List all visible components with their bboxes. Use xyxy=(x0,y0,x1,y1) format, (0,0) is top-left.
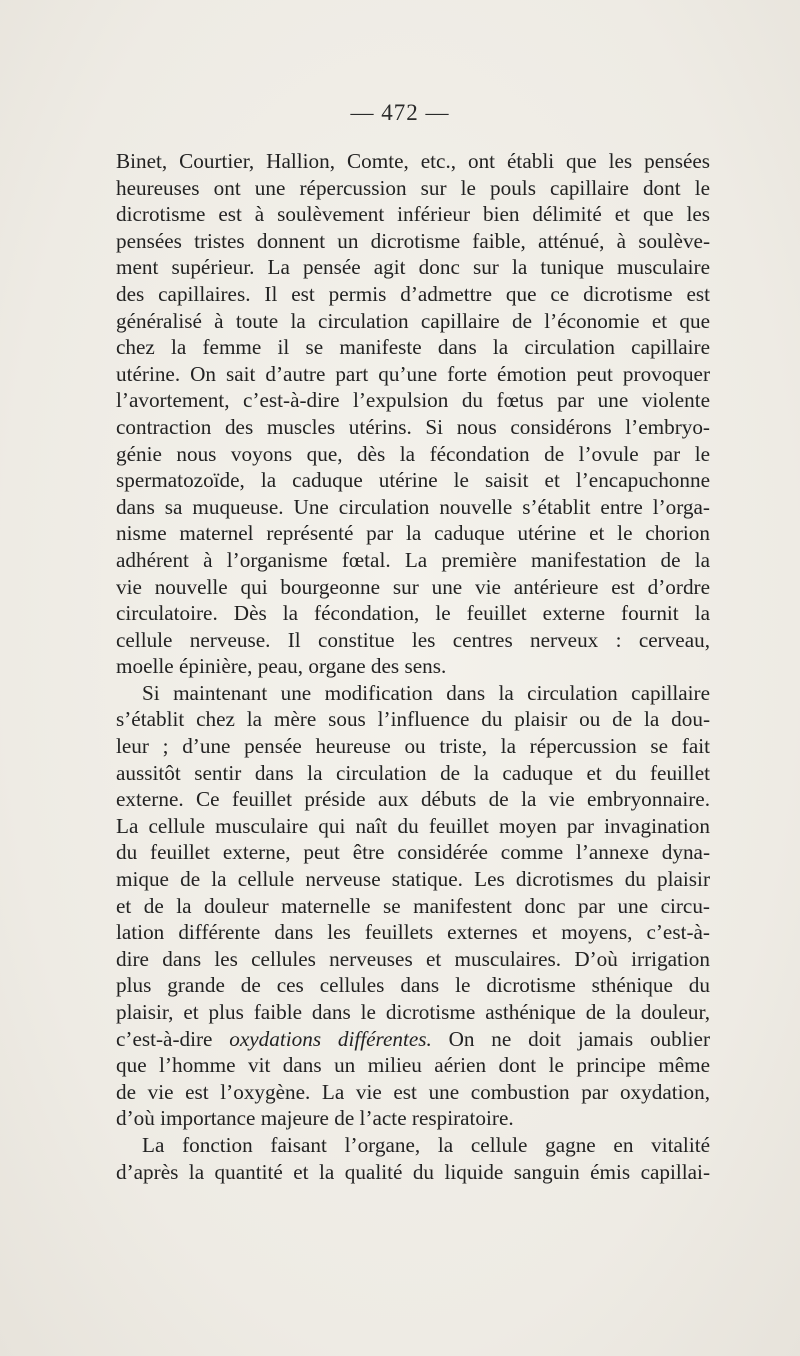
text-line: de vie est l’oxygène. La vie est une combustion par oxydation, xyxy=(116,1079,710,1104)
text-line: chez la femme il se manifeste dans la circulation capillaire xyxy=(116,335,710,360)
text-line: généralisé à toute la circulation capillaire de l’économie et que xyxy=(116,308,710,333)
text-line: d’où importance majeure de l’acte respiratoire. xyxy=(116,1106,514,1131)
text-line-with-italic xyxy=(116,1026,710,1053)
paragraph-3 xyxy=(116,1132,710,1185)
text-line: externe. Ce feuillet préside aux débuts de la vie embryonnaire. xyxy=(116,787,710,812)
text-line: cellule nerveuse. Il constitue les centres nerveux : cerveau, xyxy=(116,627,710,652)
paragraph-1 xyxy=(116,148,710,680)
text-line: plus grande de ces cellules dans le dicrotisme sthénique du xyxy=(116,973,710,998)
text-line: aussitôt sentir dans la circulation de la caduque et du feuillet xyxy=(116,760,710,785)
italic-phrase: oxydations différentes. xyxy=(229,1026,432,1051)
text-line: génie nous voyons que, dès la fécondation de l’ovule par le xyxy=(116,441,710,466)
text-line: s’établit chez la mère sous l’influence du plaisir ou de la dou- xyxy=(116,707,710,732)
text-line: dire dans les cellules nerveuses et musculaires. D’où irrigation xyxy=(116,946,710,971)
body-text xyxy=(116,148,710,1185)
text-line: Binet, Courtier, Hallion, Comte, etc., ont établi que les pensées xyxy=(116,149,710,173)
text-line: d’après la quantité et la qualité du liquide sanguin émis capillai- xyxy=(116,1159,710,1184)
text-line: La cellule musculaire qui naît du feuillet moyen par invagination xyxy=(116,813,710,838)
text-line: ment supérieur. La pensée agit donc sur la tunique musculaire xyxy=(116,255,710,280)
text-line: heureuses ont une répercussion sur le pouls capillaire dont le xyxy=(116,175,710,200)
text-line: circulatoire. Dès la fécondation, le feuillet externe fournit la xyxy=(116,601,710,626)
text-line: utérine. On sait d’autre part qu’une forte émotion peut provoquer xyxy=(116,361,710,386)
text-line: plaisir, et plus faible dans le dicrotisme asthénique de la douleur, xyxy=(116,1000,710,1024)
text-line: dicrotisme est à soulèvement inférieur bien délimité et que les xyxy=(116,202,710,227)
text-line: dans sa muqueuse. Une circulation nouvelle s’établit entre l’orga- xyxy=(116,494,710,519)
text-line: que l’homme vit dans un milieu aérien dont le principe même xyxy=(116,1053,710,1078)
text-line: moelle épinière, peau, organe des sens. xyxy=(116,654,447,679)
text-line: pensées tristes donnent un dicrotisme faible, atténué, à soulève- xyxy=(116,228,710,253)
text-segment: On ne doit jamais oublier xyxy=(431,1026,710,1051)
text-line: leur ; d’une pensée heureuse ou triste, la répercussion se fait xyxy=(116,734,710,759)
text-line: nisme maternel représenté par la caduque utérine et le chorion xyxy=(116,521,710,546)
text-line: lation différente dans les feuillets externes et moyens, c’est-à- xyxy=(116,920,710,945)
text-line: spermatozoïde, la caduque utérine le saisit et l’encapuchonne xyxy=(116,468,710,493)
text-segment: c’est-à-dire xyxy=(116,1026,230,1051)
text-line: du feuillet externe, peut être considérée comme l’annexe dyna- xyxy=(116,840,710,865)
text-line: mique de la cellule nerveuse statique. Les dicrotismes du plaisir xyxy=(116,867,710,892)
page-number: — 472 — xyxy=(350,100,450,125)
text-line: adhérent à l’organisme fœtal. La première manifestation de la xyxy=(116,547,710,572)
text-line: Si maintenant une modification dans la circulation capillaire xyxy=(142,680,710,705)
text-line: l’avortement, c’est-à-dire l’expulsion du fœtus par une violente xyxy=(116,388,710,413)
text-line: La fonction faisant l’organe, la cellule gagne en vitalité xyxy=(142,1132,710,1157)
text-line: des capillaires. Il est permis d’admettre que ce dicrotisme est xyxy=(116,281,710,306)
text-line: et de la douleur maternelle se manifestent donc par une circu- xyxy=(116,893,710,918)
text-line: contraction des muscles utérins. Si nous considérons l’embryo- xyxy=(116,414,710,439)
text-line: vie nouvelle qui bourgeonne sur une vie antérieure est d’ordre xyxy=(116,574,710,599)
paragraph-2 xyxy=(116,680,710,1132)
